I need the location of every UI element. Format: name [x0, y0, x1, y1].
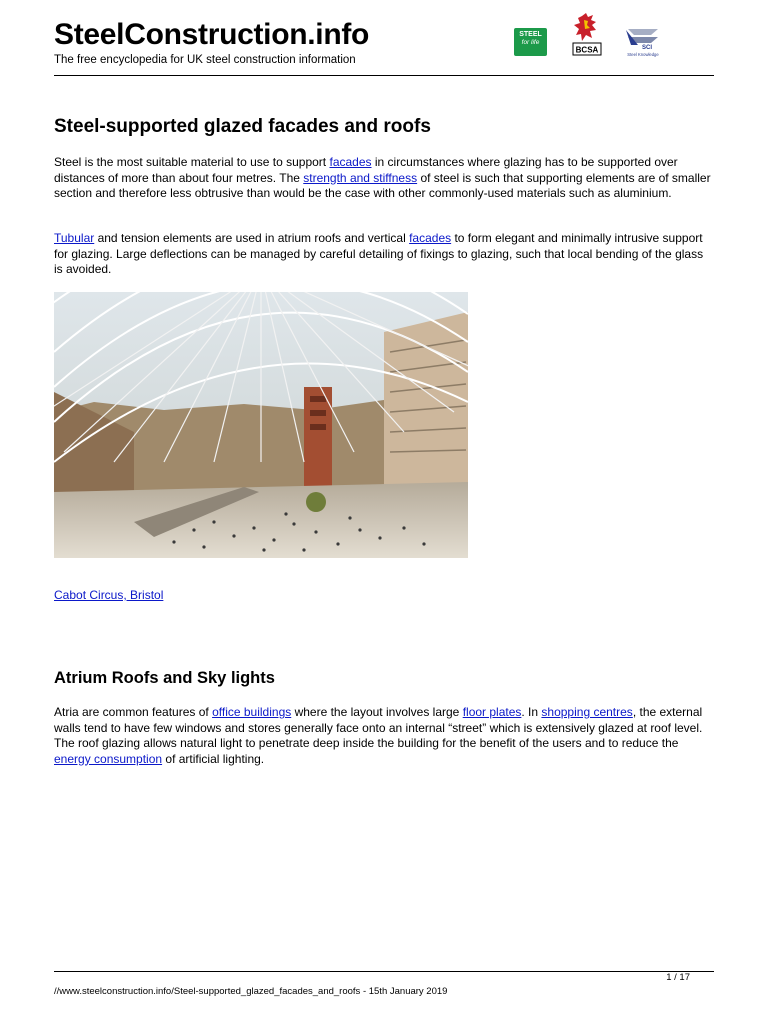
- page-number: 1 / 17: [666, 972, 690, 983]
- steel-logo-line2: for life: [521, 39, 540, 46]
- tubular-paragraph: [54, 231, 714, 278]
- bcsa-logo-text: BCSA: [575, 45, 599, 55]
- link-energy-consumption[interactable]: energy consumption: [54, 751, 163, 766]
- steel-logo-line1: STEEL: [519, 31, 542, 38]
- article-title: Steel-supported glazed facades and roofs: [54, 116, 431, 137]
- sci-logo-mark: SCI: [641, 45, 653, 51]
- atrium-text-4: , the external walls tend to have few windows and stores generally face onto an internal “street” which is extensively glazed at roof level. The roof glazing allows natural light to penetrate deep inside the building for the benefit of the users and to reduce the: [54, 705, 703, 750]
- link-shopping-centres[interactable]: shopping centres: [541, 705, 633, 719]
- link-floor-plates[interactable]: floor plates: [462, 705, 522, 719]
- link-strength-and-stiffness[interactable]: strength and stiffness: [303, 170, 418, 185]
- section-heading-atrium: Atrium Roofs and Sky lights: [54, 669, 275, 687]
- atrium-paragraph: [54, 705, 714, 767]
- sci-logo[interactable]: [624, 26, 662, 58]
- sci-logo-tagline: Steel Knowledge: [627, 52, 659, 57]
- site-title[interactable]: SteelConstruction.info: [54, 18, 370, 51]
- atrium-text-1: Atria are common features of: [54, 705, 213, 719]
- atrium-text-3: . In: [521, 705, 542, 719]
- link-cabot-circus[interactable]: Cabot Circus, Bristol: [54, 588, 164, 602]
- site-subtitle: The free encyclopedia for UK steel construction information: [54, 54, 356, 66]
- intro-text-1: Steel is the most suitable material to use to support: [54, 155, 330, 169]
- link-tubular[interactable]: Tubular: [54, 231, 95, 245]
- intro-paragraph: [54, 155, 714, 202]
- link-office-buildings[interactable]: office buildings: [212, 705, 292, 719]
- header-divider: [54, 75, 714, 76]
- tubular-text-1: and tension elements are used in atrium roofs and vertical: [94, 231, 410, 245]
- sci-swoosh-icon: [624, 26, 662, 58]
- atrium-text-5: of artificial lighting.: [162, 751, 265, 766]
- steel-for-life-logo[interactable]: [514, 28, 547, 56]
- figure-caption: [54, 588, 163, 602]
- footer-source-url: //www.steelconstruction.info/Steel-supported_glazed_facades_and_roofs - 15th January 2019: [54, 986, 448, 997]
- tubular-text-2: to form elegant and minimally intrusive support for glazing. Large deflections can be managed by careful detailing of fixings to glazing, such that local bending of the glass is avoided.: [54, 231, 704, 276]
- partner-logos: [512, 12, 717, 62]
- bcsa-logo[interactable]: [572, 12, 602, 58]
- cabot-circus-photo[interactable]: [54, 292, 468, 558]
- atrium-text-2: where the layout involves large: [291, 705, 463, 719]
- atrium-roof-illustration: [54, 292, 468, 558]
- bcsa-dragon-icon: [572, 12, 602, 58]
- link-facades[interactable]: facades: [329, 155, 372, 169]
- footer-divider: [54, 971, 714, 972]
- link-facades-2[interactable]: facades: [409, 231, 452, 245]
- intro-text-2: in circumstances where glazing has to be supported over distances of more than about four metres. The: [54, 155, 678, 185]
- intro-text-3: of steel is such that supporting elements are of smaller section and therefore less obtrusive than would be the case with other commonly-used materials such as aluminium.: [54, 170, 711, 200]
